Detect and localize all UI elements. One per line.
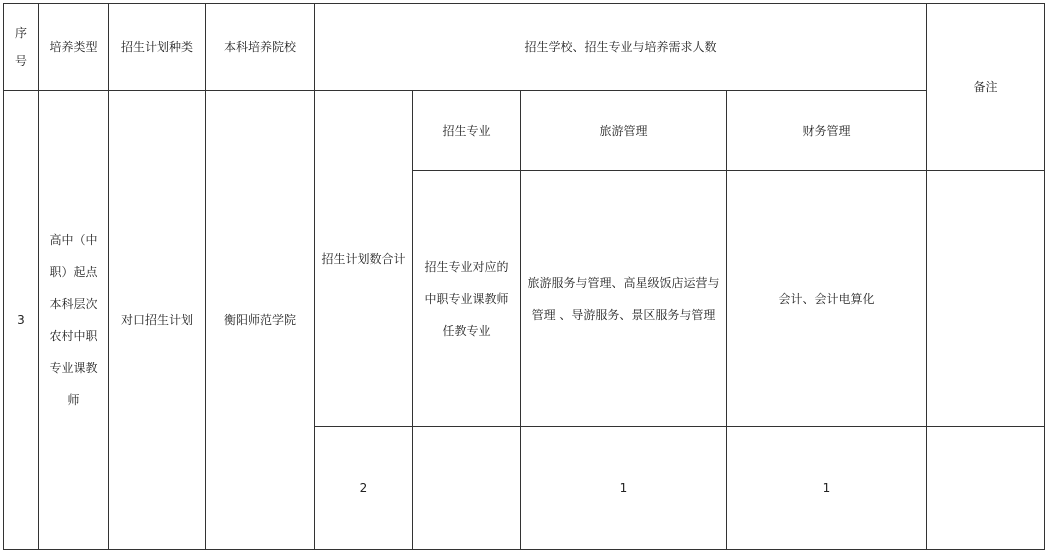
cell-school: 衡阳师范学院 (206, 91, 315, 550)
header-remarks: 备注 (927, 4, 1045, 171)
cell-remarks-count (927, 427, 1045, 550)
enrollment-plan-table (3, 3, 1045, 550)
cell-count-tourism: 1 (521, 427, 727, 550)
cell-corresponding-label: 招生专业对应的中职专业课教师任教专业 (413, 171, 521, 427)
cell-corresponding-finance: 会计、会计电算化 (727, 171, 927, 427)
cell-total-label: 招生计划数合计 (315, 91, 413, 427)
cell-training-type: 高中（中职）起点本科层次农村中职专业课教师 (39, 91, 109, 550)
cell-corresponding-tourism: 旅游服务与管理、高星级饭店运营与管理 、导游服务、景区服务与管理 (521, 171, 727, 427)
cell-remarks (927, 171, 1045, 427)
header-demand: 招生学校、招生专业与培养需求人数 (315, 4, 927, 91)
cell-count-blank (413, 427, 521, 550)
header-undergrad-school: 本科培养院校 (206, 4, 315, 91)
header-training-type: 培养类型 (39, 4, 109, 91)
cell-major-finance: 财务管理 (727, 91, 927, 171)
cell-total-count: 2 (315, 427, 413, 550)
cell-plan-kind: 对口招生计划 (109, 91, 206, 550)
header-seq: 序号 (4, 4, 39, 91)
header-plan-kind: 招生计划种类 (109, 4, 206, 91)
cell-count-finance: 1 (727, 427, 927, 550)
cell-seq: 3 (4, 91, 39, 550)
cell-major-tourism: 旅游管理 (521, 91, 727, 171)
cell-major-label: 招生专业 (413, 91, 521, 171)
